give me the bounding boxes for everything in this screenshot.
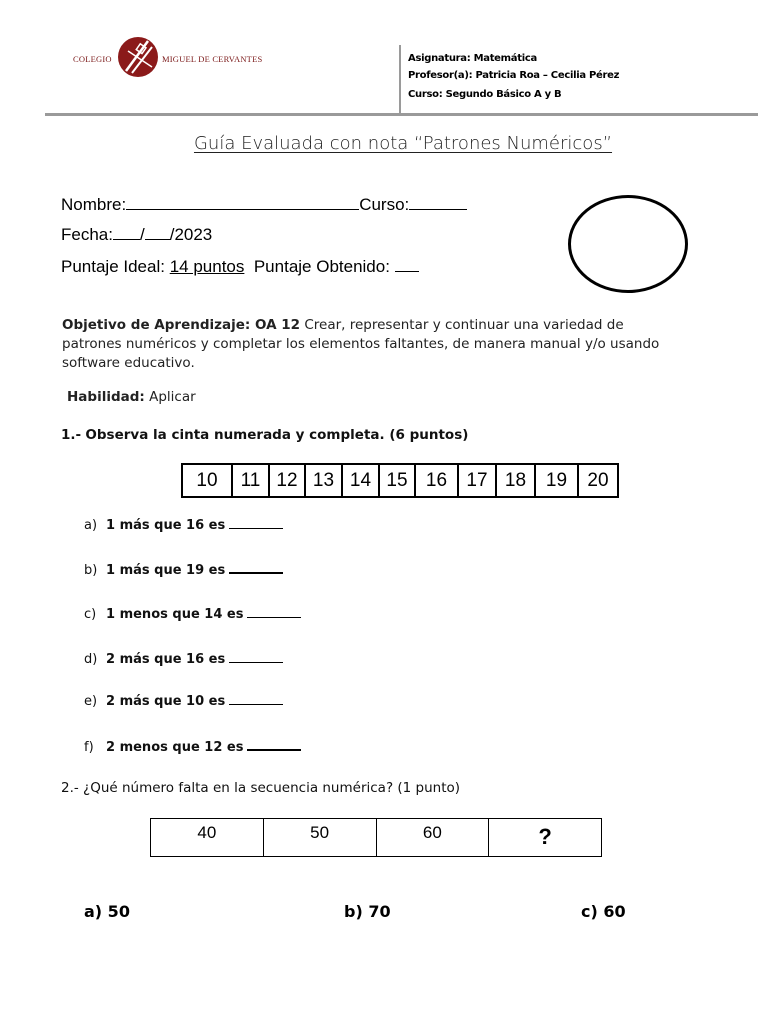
date-field: [61, 223, 212, 245]
sequence-cell: 60: [377, 819, 490, 856]
obtained-score-blank[interactable]: [395, 255, 419, 272]
tape-cell: 20: [579, 465, 619, 496]
ideal-score-value: 14 puntos: [169, 257, 245, 276]
item-text: 2 más que 10 es: [106, 694, 226, 709]
subject-line: Asignatura: Matemática: [408, 53, 537, 64]
answer-blank[interactable]: [247, 737, 301, 751]
question-1-item-e: [84, 692, 283, 709]
question-1-item-f: [84, 737, 301, 755]
tape-cell: 11: [233, 465, 270, 496]
item-letter: e): [84, 694, 98, 709]
item-letter: d): [84, 652, 98, 667]
name-label: Nombre:: [61, 195, 127, 214]
question-1-item-a: [84, 516, 283, 533]
option-b[interactable]: b) 70: [344, 902, 391, 921]
question-1-text: Observa la cinta numerada y completa. (6 puntos): [85, 427, 469, 443]
month-blank[interactable]: [145, 223, 170, 240]
grade-oval: [568, 195, 688, 293]
item-text: 2 menos que 12 es: [106, 740, 244, 755]
name-field: [61, 193, 467, 215]
item-letter: f): [84, 740, 94, 755]
tape-cell: 13: [306, 465, 343, 496]
header-divider: [399, 45, 401, 113]
sequence-missing-cell: ?: [538, 824, 552, 849]
number-sequence: [150, 818, 602, 857]
question-1-item-d: [84, 650, 283, 667]
item-text: 1 más que 16 es: [106, 518, 226, 533]
course-line: Curso: Segundo Básico A y B: [408, 89, 562, 100]
learning-objective: [62, 316, 682, 373]
tape-cell: 15: [380, 465, 416, 496]
objective-label: Objetivo de Aprendizaje: OA 12: [62, 317, 301, 333]
tape-cell: 17: [459, 465, 497, 496]
date-year: /2023: [169, 225, 213, 244]
item-letter: a): [84, 518, 98, 533]
tape-cell: 14: [343, 465, 380, 496]
school-crest-icon: [118, 37, 158, 77]
number-tape: [181, 463, 619, 498]
page-title: [0, 133, 768, 154]
school-name-right: MIGUEL DE CERVANTES: [162, 54, 263, 64]
header-rule: [45, 113, 758, 116]
ideal-score-label: Puntaje Ideal:: [61, 257, 165, 276]
option-c[interactable]: c) 60: [581, 902, 626, 921]
answer-blank[interactable]: [229, 650, 283, 663]
teacher-line: Profesor(a): Patricia Roa – Cecilia Pérez: [408, 70, 620, 81]
page-title-text: Guía Evaluada con nota “Patrones Numéricos”: [193, 133, 613, 154]
answer-blank[interactable]: [229, 560, 283, 574]
sequence-cell: 40: [151, 819, 264, 856]
question-2-text: 2.- ¿Qué número falta en la secuencia numérica? (1 punto): [61, 780, 461, 796]
answer-blank[interactable]: [229, 516, 283, 529]
score-field: [61, 255, 419, 277]
item-letter: b): [84, 563, 98, 578]
date-separator: /: [139, 225, 145, 244]
question-1-item-b: [84, 560, 283, 578]
answer-blank[interactable]: [247, 605, 301, 618]
sequence-cell: 50: [264, 819, 377, 856]
date-label: Fecha:: [61, 225, 113, 244]
item-text: 2 más que 16 es: [106, 652, 226, 667]
school-name-left: COLEGIO: [73, 54, 112, 64]
option-a[interactable]: a) 50: [84, 902, 130, 921]
course-blank[interactable]: [409, 193, 467, 210]
name-blank[interactable]: [126, 193, 359, 210]
tape-cell: 18: [497, 465, 536, 496]
skill-value: Aplicar: [149, 389, 196, 405]
skill-label: Habilidad:: [67, 389, 145, 405]
question-2: [61, 780, 460, 796]
question-1-item-c: [84, 605, 301, 622]
item-text: 1 menos que 14 es: [106, 607, 244, 622]
tape-cell: 10: [183, 465, 233, 496]
item-text: 1 más que 19 es: [106, 563, 226, 578]
item-letter: c): [84, 607, 97, 622]
tape-cell: 12: [270, 465, 306, 496]
tape-cell: 16: [416, 465, 459, 496]
question-1: [61, 427, 468, 443]
question-1-number: 1.-: [61, 427, 82, 443]
answer-blank[interactable]: [229, 692, 283, 705]
day-blank[interactable]: [113, 223, 140, 240]
skill: [67, 389, 196, 405]
course-label: Curso:: [359, 195, 410, 214]
obtained-score-label: Puntaje Obtenido:: [253, 257, 390, 276]
objective-text: Crear, representar y continuar una variedad de patrones numéricos y completar los elementos faltantes, de manera manual y/o usando software educativo.: [62, 317, 660, 371]
tape-cell: 19: [536, 465, 579, 496]
